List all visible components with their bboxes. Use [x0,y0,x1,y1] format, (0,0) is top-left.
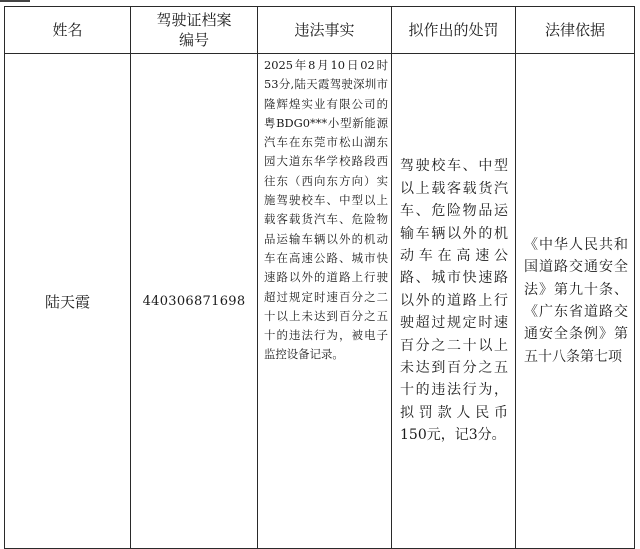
top-edge-mark [0,0,30,2]
cell-proposed-penalty [392,54,516,549]
penalty-table [4,6,635,549]
header-proposed-penalty-label: 拟作出的处罚 [408,21,499,39]
header-proposed-penalty [392,7,516,54]
header-name-label: 姓名 [52,21,83,39]
cell-violation-facts [258,54,392,549]
header-license-file-no-label: 驾驶证档案编号 [156,11,232,49]
cell-name [5,54,131,549]
table-row [5,54,635,549]
proposed-penalty-text: 驾驶校车、中型以上载客载货汽车、危险物品运输车辆以外的机动车在高速公路、城市快速路以外的道路上行驶超过规定时速百分之二十以上未达到百分之五十的违法行为，拟罚款人民币150元，记3分。 [400,158,508,444]
person-name: 陆天霞 [44,292,90,311]
header-license-file-no [131,7,258,54]
header-violation-facts-label: 违法事实 [294,21,355,39]
violation-facts-text: 2025年8月10日02时53分,陆天霞驾驶深圳市隆辉煌实业有限公司的粤BDG0***小型新能源汽车在东莞市松山湖东园大道东华学校路段西往东（西向东方向）实施驾驶校车、中型以上载客载货汽车、危险物品运输车辆以外的机动车在高速公路、城市快速路以外的道路上行驶超过规定时速百分之二十以上未达到百分之五十的违法行为，被电子监控设备记录。 [264,58,388,362]
header-name [5,7,131,54]
license-file-number: 440306871698 [142,293,246,309]
header-legal-basis-label: 法律依据 [544,21,605,39]
legal-basis-text: 《中华人民共和国道路交通安全法》第九十条、《广东省道路交通安全条例》第五十八条第七项 [524,236,628,365]
cell-legal-basis [516,54,635,549]
header-row [5,7,635,54]
cell-license-file-no [131,54,258,549]
header-legal-basis [516,7,635,54]
header-violation-facts [258,7,392,54]
